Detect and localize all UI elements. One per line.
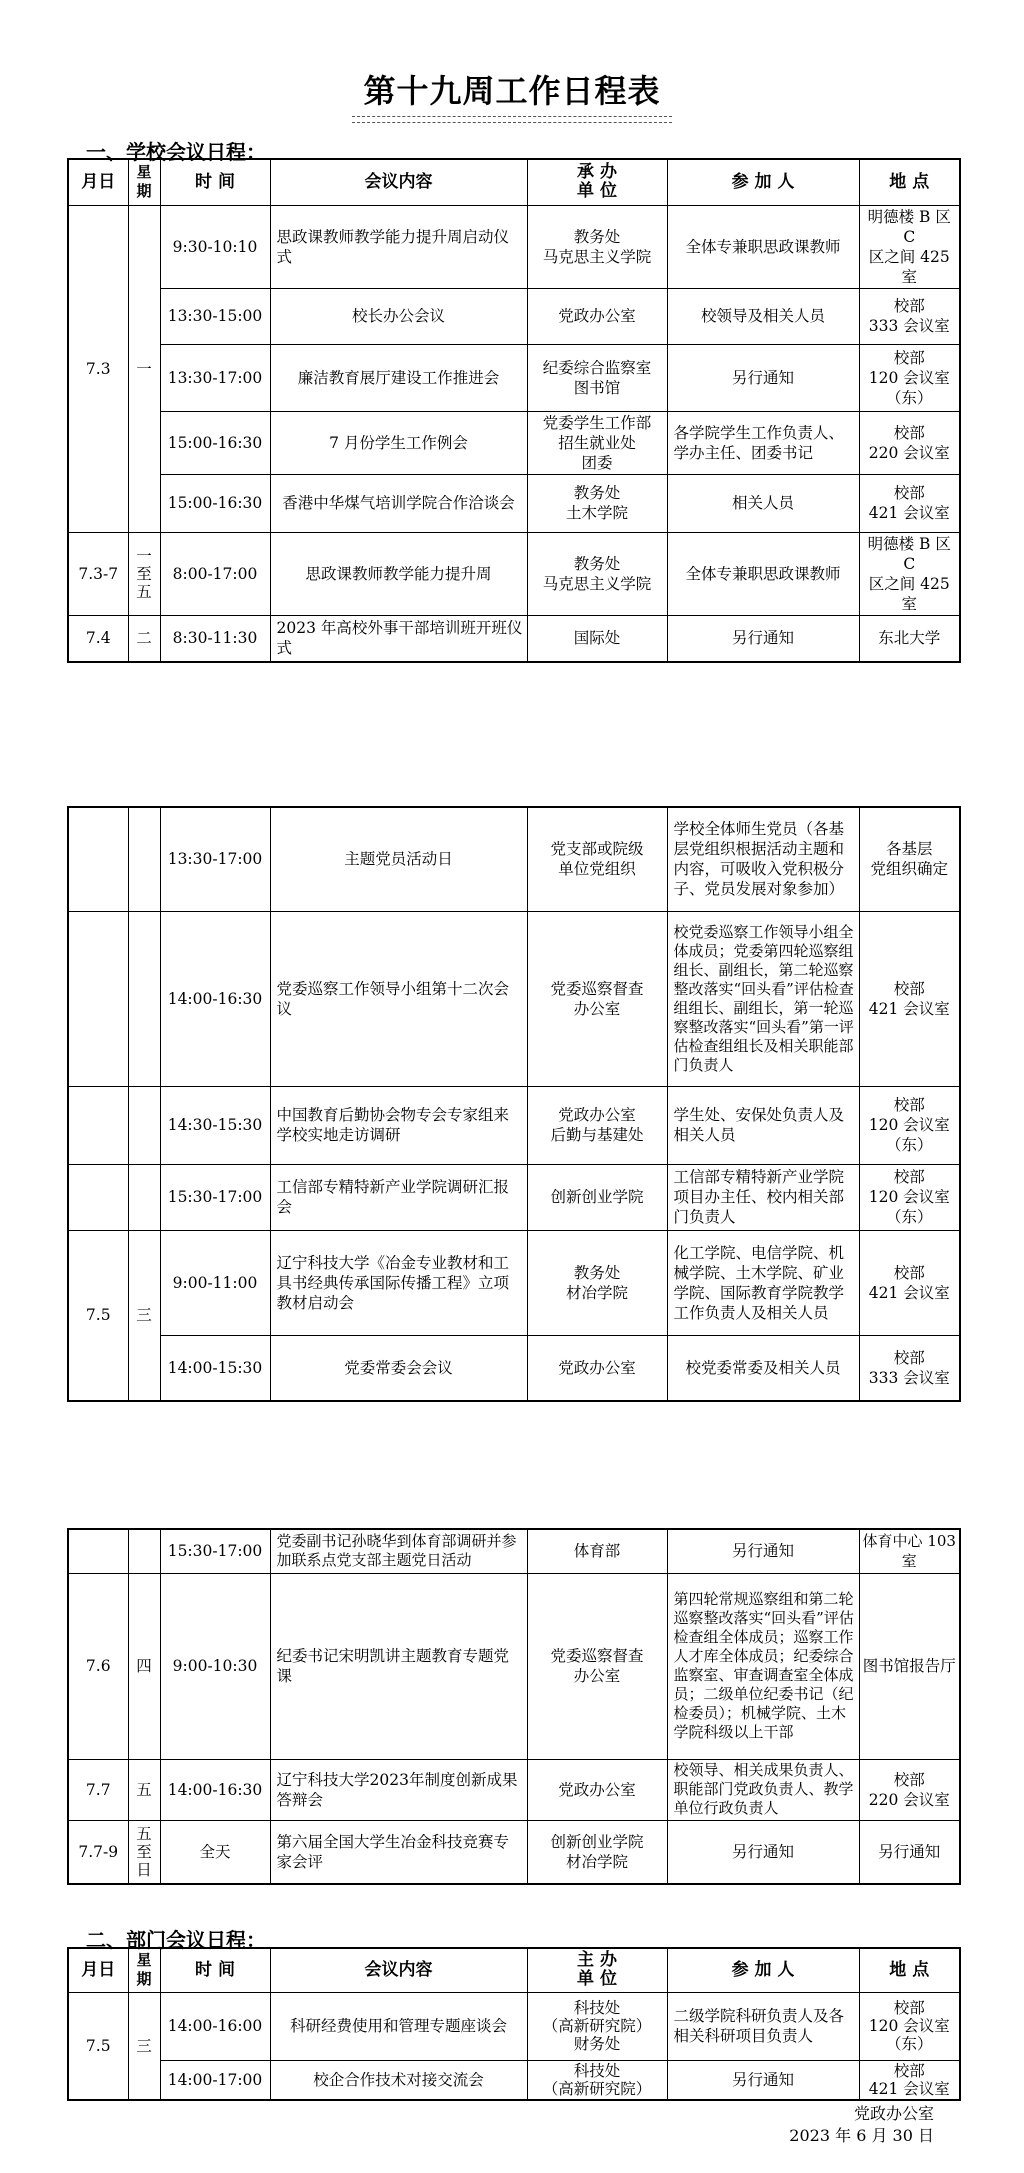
cell-location: 校部 120 会议室 （东） xyxy=(859,1086,960,1164)
cell-organizer: 党政办公室 xyxy=(527,288,667,344)
cell-participants: 学校全体师生党员（各基层党组织根据活动主题和内容，可吸收入党积极分子、党员发展对象参加） xyxy=(667,807,859,911)
cell-date: 7.7 xyxy=(68,1759,128,1820)
header-participants: 参 加 人 xyxy=(667,159,859,205)
cell-weekday xyxy=(128,911,160,1086)
table-row xyxy=(68,532,960,615)
table-row xyxy=(68,911,960,1086)
cell-location: 校部 120 会议室 （东） xyxy=(859,344,960,411)
cell-organizer: 创新创业学院 材冶学院 xyxy=(527,1820,667,1884)
cell-organizer: 教务处 材冶学院 xyxy=(527,1230,667,1335)
cell-location: 各基层 党组织确定 xyxy=(859,807,960,911)
cell-content: 思政课教师教学能力提升周启动仪式 xyxy=(270,205,527,288)
table-row xyxy=(68,474,960,532)
cell-organizer: 党政办公室 后勤与基建处 xyxy=(527,1086,667,1164)
cell-participants: 第四轮常规巡察组和第二轮巡察整改落实“回头看”评估检查组全体成员；巡察工作人才库全体成员；纪委综合监察室、审查调查室全体成员；二级单位纪委书记（纪检委员）；机械学院、土木学院科级以上干部 xyxy=(667,1573,859,1759)
cell-participants: 学生处、安保处负责人及相关人员 xyxy=(667,1086,859,1164)
cell-content: 校企合作技术对接交流会 xyxy=(270,2060,527,2100)
cell-weekday: 二 xyxy=(128,615,160,662)
cell-time: 14:30-15:30 xyxy=(160,1086,270,1164)
table-row xyxy=(68,1573,960,1759)
cell-time: 15:00-16:30 xyxy=(160,474,270,532)
cell-organizer: 教务处 马克思主义学院 xyxy=(527,532,667,615)
section-department-meetings: 二、部门会议日程： xyxy=(86,1928,266,1952)
cell-participants: 另行通知 xyxy=(667,615,859,662)
cell-participants: 全体专兼职思政课教师 xyxy=(667,205,859,288)
cell-participants: 校党委常委及相关人员 xyxy=(667,1335,859,1401)
table-row xyxy=(68,1759,960,1820)
cell-participants: 另行通知 xyxy=(667,1820,859,1884)
cell-organizer: 党委巡察督查 办公室 xyxy=(527,1573,667,1759)
cell-content: 中国教育后勤协会物专会专家组来学校实地走访调研 xyxy=(270,1086,527,1164)
cell-location: 校部 120 会议室 （东） xyxy=(859,1992,960,2060)
cell-date: 7.7-9 xyxy=(68,1820,128,1884)
cell-location: 校部 220 会议室 xyxy=(859,411,960,474)
cell-weekday: 四 xyxy=(128,1573,160,1759)
cell-participants: 校领导及相关人员 xyxy=(667,288,859,344)
header-weekday: 星期 xyxy=(128,1948,160,1992)
cell-organizer: 党支部或院级 单位党组织 xyxy=(527,807,667,911)
cell-location: 东北大学 xyxy=(859,615,960,662)
signature-office: 党政办公室 xyxy=(853,2104,934,2123)
table-row xyxy=(68,288,960,344)
cell-content: 香港中华煤气培训学院合作洽谈会 xyxy=(270,474,527,532)
cell-organizer: 党政办公室 xyxy=(527,1759,667,1820)
header-content: 会议内容 xyxy=(270,159,527,205)
header-location: 地 点 xyxy=(859,159,960,205)
cell-location: 校部 333 会议室 xyxy=(859,288,960,344)
header-location: 地 点 xyxy=(859,1948,960,1992)
table-row xyxy=(68,1086,960,1164)
cell-organizer: 教务处 马克思主义学院 xyxy=(527,205,667,288)
title-underline xyxy=(352,116,672,123)
cell-content: 纪委书记宋明凯讲主题教育专题党课 xyxy=(270,1573,527,1759)
cell-location: 明德楼 B 区 C 区之间 425 室 xyxy=(859,205,960,288)
cell-time: 13:30-15:00 xyxy=(160,288,270,344)
cell-organizer: 党政办公室 xyxy=(527,1335,667,1401)
cell-participants: 校党委巡察工作领导小组全体成员；党委第四轮巡察组组长、副组长，第二轮巡察整改落实“回头看”评估检查组组长、副组长，第一轮巡察整改落实“回头看”第一评估检查组组长及相关职能部门负责人 xyxy=(667,911,859,1086)
cell-weekday xyxy=(128,807,160,911)
header-date: 月日 xyxy=(68,159,128,205)
cell-content: 2023 年高校外事干部培训班开班仪式 xyxy=(270,615,527,662)
cell-content: 思政课教师教学能力提升周 xyxy=(270,532,527,615)
cell-content: 党委副书记孙晓华到体育部调研并参加联系点党支部主题党日活动 xyxy=(270,1529,527,1573)
cell-participants: 二级学院科研负责人及各相关科研项目负责人 xyxy=(667,1992,859,2060)
cell-organizer: 教务处 土木学院 xyxy=(527,474,667,532)
table-row xyxy=(68,1820,960,1884)
cell-date xyxy=(68,1529,128,1573)
table-row xyxy=(68,411,960,474)
cell-date: 7.5 xyxy=(68,1230,128,1401)
cell-time: 14:00-15:30 xyxy=(160,1335,270,1401)
cell-date: 7.3-7 xyxy=(68,532,128,615)
cell-time: 13:30-17:00 xyxy=(160,807,270,911)
cell-organizer: 国际处 xyxy=(527,615,667,662)
cell-location: 校部 120 会议室 （东） xyxy=(859,1164,960,1230)
cell-weekday: 三 xyxy=(128,1992,160,2100)
cell-location: 校部 421 会议室 xyxy=(859,911,960,1086)
header-content: 会议内容 xyxy=(270,1948,527,1992)
cell-weekday: 五 xyxy=(128,1759,160,1820)
cell-time: 8:00-17:00 xyxy=(160,532,270,615)
cell-content: 廉洁教育展厅建设工作推进会 xyxy=(270,344,527,411)
cell-time: 全天 xyxy=(160,1820,270,1884)
cell-weekday xyxy=(128,1086,160,1164)
header-weekday: 星期 xyxy=(128,159,160,205)
cell-participants: 化工学院、电信学院、机械学院、土木学院、矿业学院、国际教育学院教学工作负责人及相关人员 xyxy=(667,1230,859,1335)
table-row xyxy=(68,1164,960,1230)
cell-content: 7 月份学生工作例会 xyxy=(270,411,527,474)
table-row xyxy=(68,615,960,662)
cell-time: 14:00-16:00 xyxy=(160,1992,270,2060)
cell-weekday: 一 至 五 xyxy=(128,532,160,615)
department-meeting-table xyxy=(67,1947,961,2101)
cell-weekday xyxy=(128,1164,160,1230)
cell-date: 7.6 xyxy=(68,1573,128,1759)
cell-content: 科研经费使用和管理专题座谈会 xyxy=(270,1992,527,2060)
cell-time: 8:30-11:30 xyxy=(160,615,270,662)
cell-time: 15:30-17:00 xyxy=(160,1529,270,1573)
signature-date: 2023 年 6 月 30 日 xyxy=(789,2126,934,2145)
cell-location: 明德楼 B 区 C 区之间 425 室 xyxy=(859,532,960,615)
table-row xyxy=(68,344,960,411)
cell-date xyxy=(68,1164,128,1230)
cell-weekday: 五 至 日 xyxy=(128,1820,160,1884)
header-date: 月日 xyxy=(68,1948,128,1992)
cell-time: 15:30-17:00 xyxy=(160,1164,270,1230)
cell-date: 7.4 xyxy=(68,615,128,662)
header-time: 时 间 xyxy=(160,1948,270,1992)
cell-content: 辽宁科技大学《冶金专业教材和工具书经典传承国际传播工程》立项教材启动会 xyxy=(270,1230,527,1335)
cell-participants: 全体专兼职思政课教师 xyxy=(667,532,859,615)
cell-date xyxy=(68,911,128,1086)
header-organizer: 主 办 单 位 xyxy=(527,1948,667,1992)
cell-time: 9:30-10:10 xyxy=(160,205,270,288)
cell-participants: 各学院学生工作负责人、学办主任、团委书记 xyxy=(667,411,859,474)
table-row xyxy=(68,1335,960,1401)
cell-location: 体育中心 103 室 xyxy=(859,1529,960,1573)
cell-participants: 另行通知 xyxy=(667,2060,859,2100)
cell-participants: 另行通知 xyxy=(667,1529,859,1573)
cell-location: 图书馆报告厅 xyxy=(859,1573,960,1759)
table-row xyxy=(68,1992,960,2060)
cell-content: 第六届全国大学生冶金科技竞赛专家会评 xyxy=(270,1820,527,1884)
page-title: 第十九周工作日程表 xyxy=(363,72,661,110)
cell-time: 15:00-16:30 xyxy=(160,411,270,474)
school-meeting-table-3 xyxy=(67,1528,961,1885)
cell-date: 7.3 xyxy=(68,205,128,532)
cell-time: 13:30-17:00 xyxy=(160,344,270,411)
cell-participants: 相关人员 xyxy=(667,474,859,532)
table-header-row xyxy=(68,159,960,205)
table-row xyxy=(68,807,960,911)
signature-block xyxy=(789,2103,934,2147)
cell-date xyxy=(68,1086,128,1164)
cell-participants: 校领导、相关成果负责人、职能部门党政负责人、教学单位行政负责人 xyxy=(667,1759,859,1820)
cell-weekday xyxy=(128,1529,160,1573)
table-row xyxy=(68,2060,960,2100)
cell-content: 工信部专精特新产业学院调研汇报会 xyxy=(270,1164,527,1230)
cell-organizer: 纪委综合监察室 图书馆 xyxy=(527,344,667,411)
cell-content: 党委巡察工作领导小组第十二次会议 xyxy=(270,911,527,1086)
section-school-meetings: 一、学校会议日程： xyxy=(86,140,266,164)
cell-organizer: 党委学生工作部 招生就业处 团委 xyxy=(527,411,667,474)
cell-organizer: 党委巡察督查 办公室 xyxy=(527,911,667,1086)
cell-organizer: 科技处 （高新研究院） 财务处 xyxy=(527,1992,667,2060)
cell-location: 校部 220 会议室 xyxy=(859,1759,960,1820)
header-organizer: 承 办 单 位 xyxy=(527,159,667,205)
table-row xyxy=(68,205,960,288)
cell-participants: 另行通知 xyxy=(667,344,859,411)
header-participants: 参 加 人 xyxy=(667,1948,859,1992)
cell-time: 14:00-17:00 xyxy=(160,2060,270,2100)
cell-organizer: 创新创业学院 xyxy=(527,1164,667,1230)
cell-participants: 工信部专精特新产业学院项目办主任、校内相关部门负责人 xyxy=(667,1164,859,1230)
school-meeting-table-2 xyxy=(67,806,961,1402)
cell-location: 校部 421 会议室 xyxy=(859,1230,960,1335)
cell-location: 另行通知 xyxy=(859,1820,960,1884)
cell-weekday: 一 xyxy=(128,205,160,532)
school-meeting-table-1 xyxy=(67,158,961,663)
cell-weekday: 三 xyxy=(128,1230,160,1401)
cell-organizer: 科技处 （高新研究院） xyxy=(527,2060,667,2100)
cell-location: 校部 333 会议室 xyxy=(859,1335,960,1401)
cell-time: 9:00-11:00 xyxy=(160,1230,270,1335)
cell-time: 9:00-10:30 xyxy=(160,1573,270,1759)
cell-content: 校长办公会议 xyxy=(270,288,527,344)
header-time: 时 间 xyxy=(160,159,270,205)
table-header-row xyxy=(68,1948,960,1992)
table-row xyxy=(68,1529,960,1573)
cell-content: 党委常委会会议 xyxy=(270,1335,527,1401)
cell-content: 主题党员活动日 xyxy=(270,807,527,911)
cell-time: 14:00-16:30 xyxy=(160,911,270,1086)
cell-time: 14:00-16:30 xyxy=(160,1759,270,1820)
cell-content: 辽宁科技大学2023年制度创新成果答辩会 xyxy=(270,1759,527,1820)
cell-location: 校部 421 会议室 xyxy=(859,474,960,532)
cell-date: 7.5 xyxy=(68,1992,128,2100)
cell-organizer: 体育部 xyxy=(527,1529,667,1573)
cell-date xyxy=(68,807,128,911)
table-row xyxy=(68,1230,960,1335)
cell-location: 校部 421 会议室 xyxy=(859,2060,960,2100)
